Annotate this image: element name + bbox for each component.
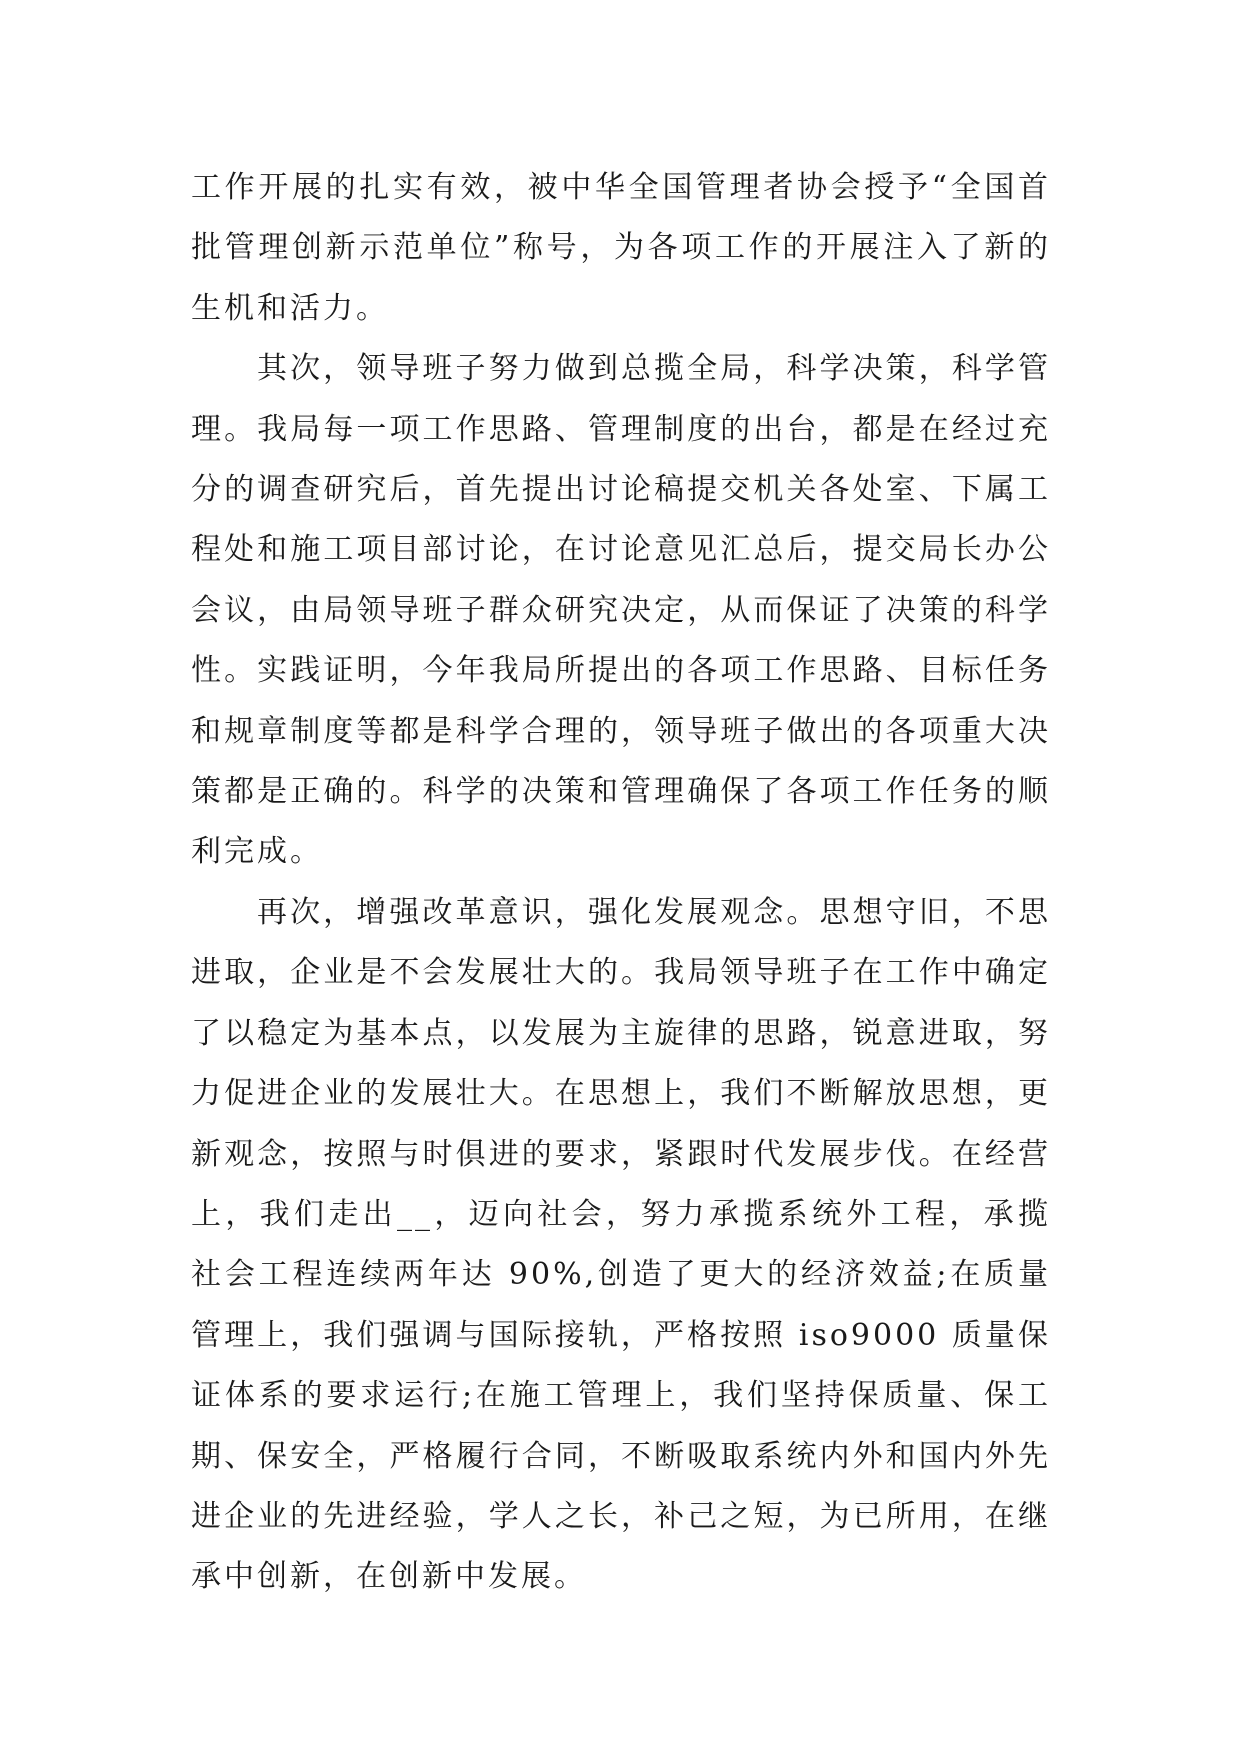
paragraph-leadership-decisions: 其次，领导班子努力做到总揽全局，科学决策，科学管理。我局每一项工作思路、管理制度的出台，都是在经过充分的调查研究后，首先提出讨论稿提交机关各处室、下属工程处和施工项目部讨论，在讨论意见汇总后，提交局长办公会议，由局领导班子群众研究决定，从而保证了决策的科学性。实践证明，今年我局所提出的各项工作思路、目标任务和规章制度等都是科学合理的，领导班子做出的各项重大决策都是正确的。科学的决策和管理确保了各项工作任务的顺利完成。 [191, 351, 1051, 870]
paragraph-reform-development: 再次，增强改革意识，强化发展观念。思想守旧，不思进取，企业是不会发展壮大的。我局领导班子在工作中确定了以稳定为基本点，以发展为主旋律的思路，锐意进取，努力促进企业的发展壮大。在思想上，我们不断解放思想，更新观念，按照与时俱进的要求，紧跟时代发展步伐。在经营上，我们走出__，迈向社会，努力承揽系统外工程，承揽社会工程连续两年达 90%,创造了更大的经济效益;在质量管理上，我们强调与国际接轨，严格按照 iso9000 质量保证体系的要求运行;在施工管理上，我们坚持保质量、保工期、保安全，严格履行合同，不断吸取系统内外和国内外先进企业的先进经验，学人之长，补己之短，为已所用，在继承中创新，在创新中发展。 [191, 894, 1051, 1595]
paragraph-continuation: 工作开展的扎实有效，被中华全国管理者协会授予“全国首批管理创新示范单位”称号，为各项工作的开展注入了新的生机和活力。 [191, 170, 1051, 326]
document-body [191, 158, 1051, 1608]
